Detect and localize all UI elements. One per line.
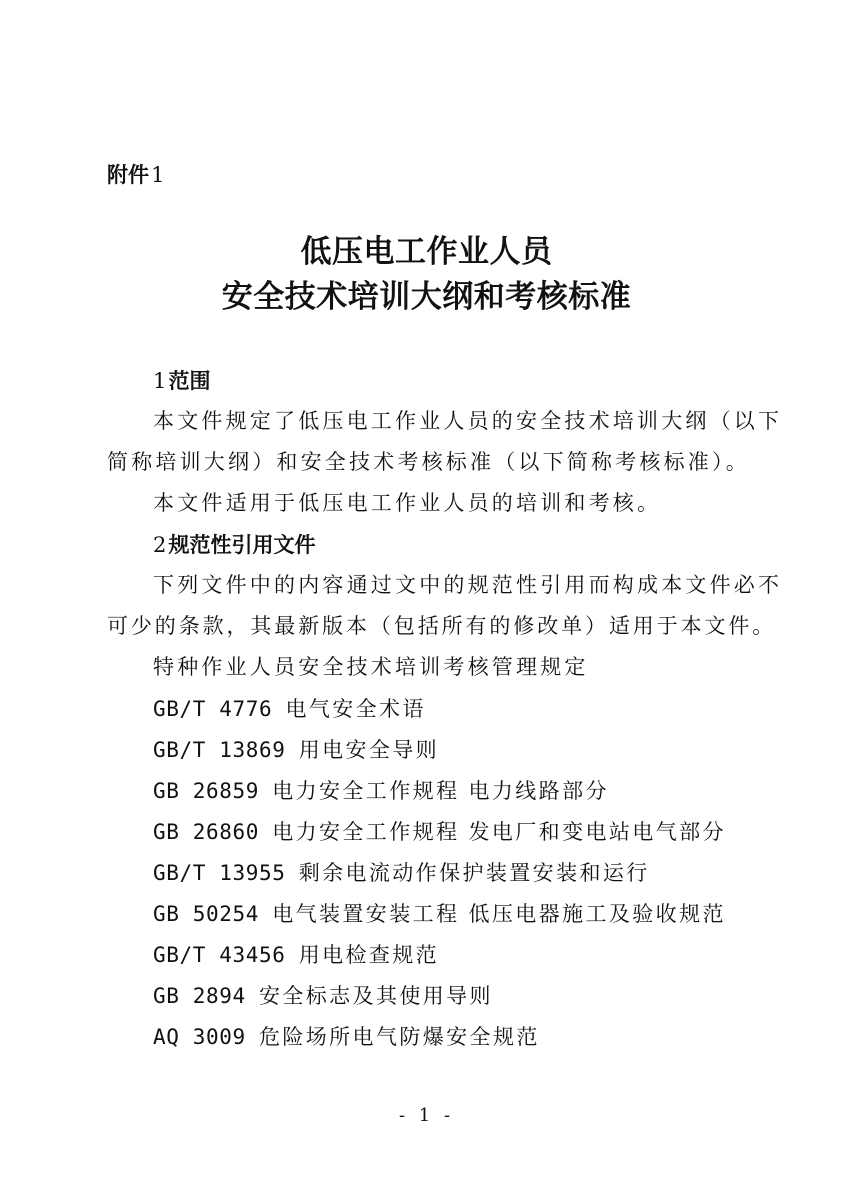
paragraph-line: 下列文件中的内容通过文中的规范性引用而构成本文件必不	[153, 573, 783, 597]
section-title: 范围	[168, 369, 211, 393]
section-number: 2	[153, 533, 167, 557]
attachment-label-text: 附件	[107, 163, 149, 187]
page-number: - 1 -	[398, 1105, 455, 1126]
reference-code: GB/T 13869	[153, 738, 286, 762]
reference-code: GB/T 13955	[153, 861, 286, 885]
paragraph-line: 本文件规定了低压电工作业人员的安全技术培训大纲（以下	[153, 409, 783, 433]
document-title-line-1: 低压电工作业人员	[300, 234, 553, 270]
reference-item	[153, 694, 426, 724]
reference-code: AQ 3009	[153, 1025, 246, 1049]
reference-code: GB 26860	[153, 820, 259, 844]
reference-item	[153, 817, 726, 847]
reference-item	[153, 1022, 540, 1052]
reference-title: 剩余电流动作保护装置安装和运行	[298, 861, 650, 885]
paragraph-line: 可少的条款，其最新版本（包括所有的修改单）适用于本文件。	[107, 614, 777, 638]
reference-code: GB 2894	[153, 984, 246, 1008]
attachment-number: 1	[151, 163, 165, 187]
reference-title: 危险场所电气防爆安全规范	[258, 1025, 540, 1049]
reference-code: GB/T 4776	[153, 697, 273, 721]
section-heading-normative-references	[153, 530, 315, 560]
reference-title: 用电检查规范	[298, 943, 440, 967]
reference-code: GB 26859	[153, 779, 259, 803]
reference-title: 电力安全工作规程 发电厂和变电站电气部分	[272, 820, 726, 844]
reference-title: 安全标志及其使用导则	[258, 984, 493, 1008]
section-title: 规范性引用文件	[168, 533, 316, 557]
section-number: 1	[153, 369, 167, 393]
reference-code: GB/T 43456	[153, 943, 286, 967]
document-title-line-2: 安全技术培训大纲和考核标准	[221, 279, 632, 315]
reference-item	[153, 940, 439, 970]
reference-title: 电气安全术语	[285, 697, 426, 721]
reference-item	[153, 981, 493, 1011]
attachment-label	[107, 160, 164, 190]
reference-code: GB 50254	[153, 902, 259, 926]
reference-title: 特种作业人员安全技术培训考核管理规定	[153, 655, 589, 679]
reference-item	[153, 652, 589, 682]
reference-title: 用电安全导则	[298, 738, 440, 762]
reference-item	[153, 858, 650, 888]
reference-title: 电气装置安装工程 低压电器施工及验收规范	[272, 902, 726, 926]
section-heading-scope	[153, 366, 210, 396]
paragraph-line: 本文件适用于低压电工作业人员的培训和考核。	[153, 491, 662, 515]
reference-item	[153, 776, 609, 806]
paragraph-line: 简称培训大纲）和安全技术考核标准（以下简称考核标准）。	[107, 450, 750, 474]
reference-title: 电力安全工作规程 电力线路部分	[272, 779, 609, 803]
reference-item	[153, 735, 439, 765]
reference-item	[153, 899, 726, 929]
